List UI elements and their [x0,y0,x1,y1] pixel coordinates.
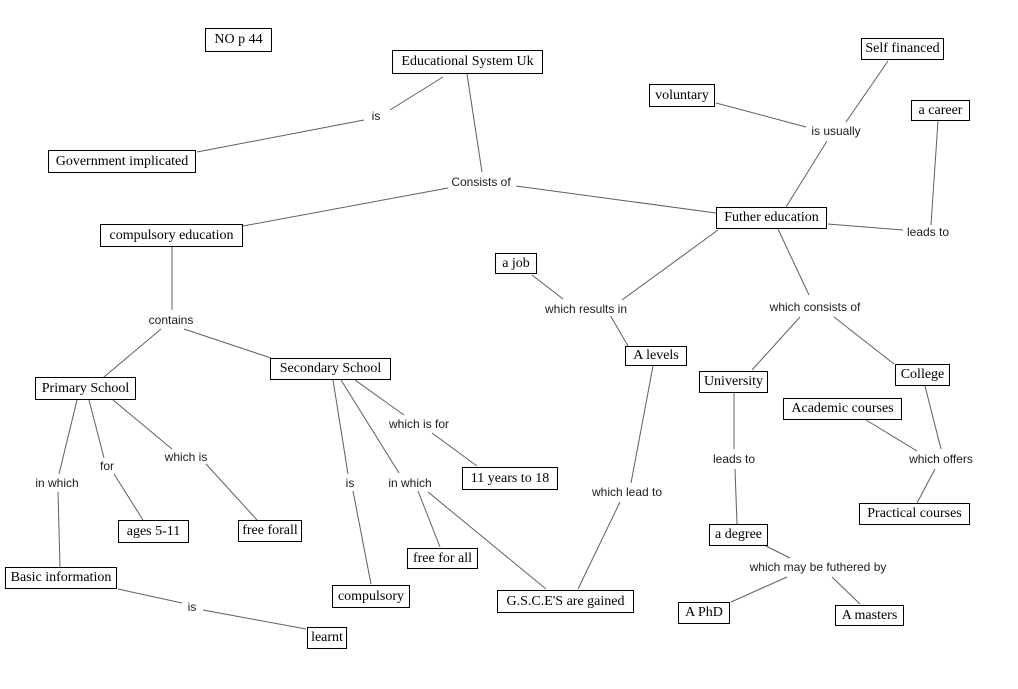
node-self-financed[interactable]: Self financed [861,38,944,60]
node-futher-education[interactable]: Futher education [716,207,827,229]
link-label-which-offers[interactable]: which offers [909,452,973,466]
edge-a-career--leads-to-career [931,121,938,225]
node-ages-5-11[interactable]: ages 5-11 [118,520,189,543]
link-label-leads-to-degree[interactable]: leads to [712,452,756,466]
link-label-which-lead-to[interactable]: which lead to [591,485,663,499]
edge-in-which-secondary--gsces-are-gained [428,492,546,589]
edge-academic-courses--which-offers [866,420,917,451]
edge-which-consists-of--university [752,317,800,370]
link-label-which-consists-of[interactable]: which consists of [769,300,861,314]
link-label-is-usually[interactable]: is usually [811,124,861,138]
node-a-levels[interactable]: A levels [625,346,687,366]
node-basic-information[interactable]: Basic information [5,567,117,589]
node-a-degree[interactable]: a degree [709,524,768,546]
node-secondary-school[interactable]: Secondary School [270,358,391,380]
node-11-years-to-18[interactable]: 11 years to 18 [462,467,558,490]
edge-voluntary--is-usually [716,103,806,127]
link-label-in-which-primary[interactable]: in which [35,476,79,490]
node-voluntary[interactable]: voluntary [649,84,715,107]
link-label-in-which-secondary[interactable]: in which [388,476,432,490]
node-a-job[interactable]: a job [495,253,537,274]
edge-educational-system-uk--is-1 [390,77,443,110]
node-a-career[interactable]: a career [911,100,970,121]
edge-consists-of--futher-education [516,186,716,213]
node-free-forall[interactable]: free forall [238,520,302,542]
edge-which-is--free-forall [206,464,257,520]
link-label-which-results-in[interactable]: which results in [544,302,628,316]
edge-is-usually--futher-education [786,141,827,207]
edge-college--which-offers [925,386,941,449]
edge-contains--secondary-school [184,329,271,358]
edge-a-levels--which-lead-to [631,366,653,483]
edge-in-which-primary--basic-information [58,492,60,567]
node-no-p-44[interactable]: NO p 44 [205,28,272,52]
node-compulsory-education[interactable]: compulsory education [100,224,243,247]
edge-a-job--which-results-in [532,275,563,299]
edge-is-basic--learnt [203,610,306,629]
edge-futher-education--leads-to-career [828,224,903,230]
edge-leads-to-degree--a-degree [735,469,737,524]
edge-which-results-in--a-levels [610,315,628,346]
edge-which-consists-of--college [834,317,894,364]
edge-which-lead-to--gsces-are-gained [578,502,620,589]
edge-basic-information--is-basic [118,589,182,603]
link-label-which-may-be-futhered-by[interactable]: which may be futhered by [749,560,887,574]
link-label-is-1[interactable]: is [371,109,381,123]
link-label-for[interactable]: for [99,459,115,473]
link-label-consists-of[interactable]: Consists of [451,175,511,189]
edge-educational-system-uk--consists-of [467,74,482,172]
edge-a-degree--which-may-be-futhered-by [766,546,790,558]
edge-secondary-school--which-is-for [355,380,404,415]
node-primary-school[interactable]: Primary School [35,377,136,400]
edge-futher-education--which-results-in [622,230,718,300]
edge-which-offers--practical-courses [917,469,935,503]
edge-is-secondary--compulsory [353,491,371,584]
link-label-which-is[interactable]: which is [164,450,208,464]
link-label-is-secondary[interactable]: is [345,476,355,490]
edge-primary-school--in-which-primary [59,400,77,474]
edge-which-may-be-futhered-by--a-phd [731,577,787,602]
node-college[interactable]: College [895,364,950,386]
edge-contains--primary-school [104,329,161,377]
edge-primary-school--which-is [113,400,172,449]
link-label-contains[interactable]: contains [148,313,194,327]
node-free-for-all[interactable]: free for all [407,548,478,569]
node-compulsory[interactable]: compulsory [332,585,410,608]
edge-secondary-school--is-secondary [333,380,348,474]
node-university[interactable]: University [699,371,768,393]
node-academic-courses[interactable]: Academic courses [783,398,902,420]
edge-self-financed--is-usually [846,61,888,122]
edge-which-is-for--11-years-to-18 [432,433,477,466]
node-educational-system-uk[interactable]: Educational System Uk [392,50,543,74]
link-label-which-is-for[interactable]: which is for [388,417,450,431]
edge-primary-school--for [89,400,104,458]
node-gsces-are-gained[interactable]: G.S.C.E'S are gained [497,590,634,613]
node-practical-courses[interactable]: Practical courses [859,503,970,525]
edge-futher-education--which-consists-of [778,229,809,295]
link-label-is-basic[interactable]: is [187,600,197,614]
node-learnt[interactable]: learnt [307,627,347,649]
link-label-leads-to-career[interactable]: leads to [906,225,950,239]
node-government-implicated[interactable]: Government implicated [48,150,196,173]
edge-which-may-be-futhered-by--a-masters [832,577,860,604]
edge-for--ages-5-11 [114,474,143,520]
node-a-phd[interactable]: A PhD [678,602,730,624]
node-a-masters[interactable]: A masters [835,605,904,626]
edge-consists-of--compulsory-education [243,188,448,226]
edge-is-1--government-implicated [197,120,364,152]
